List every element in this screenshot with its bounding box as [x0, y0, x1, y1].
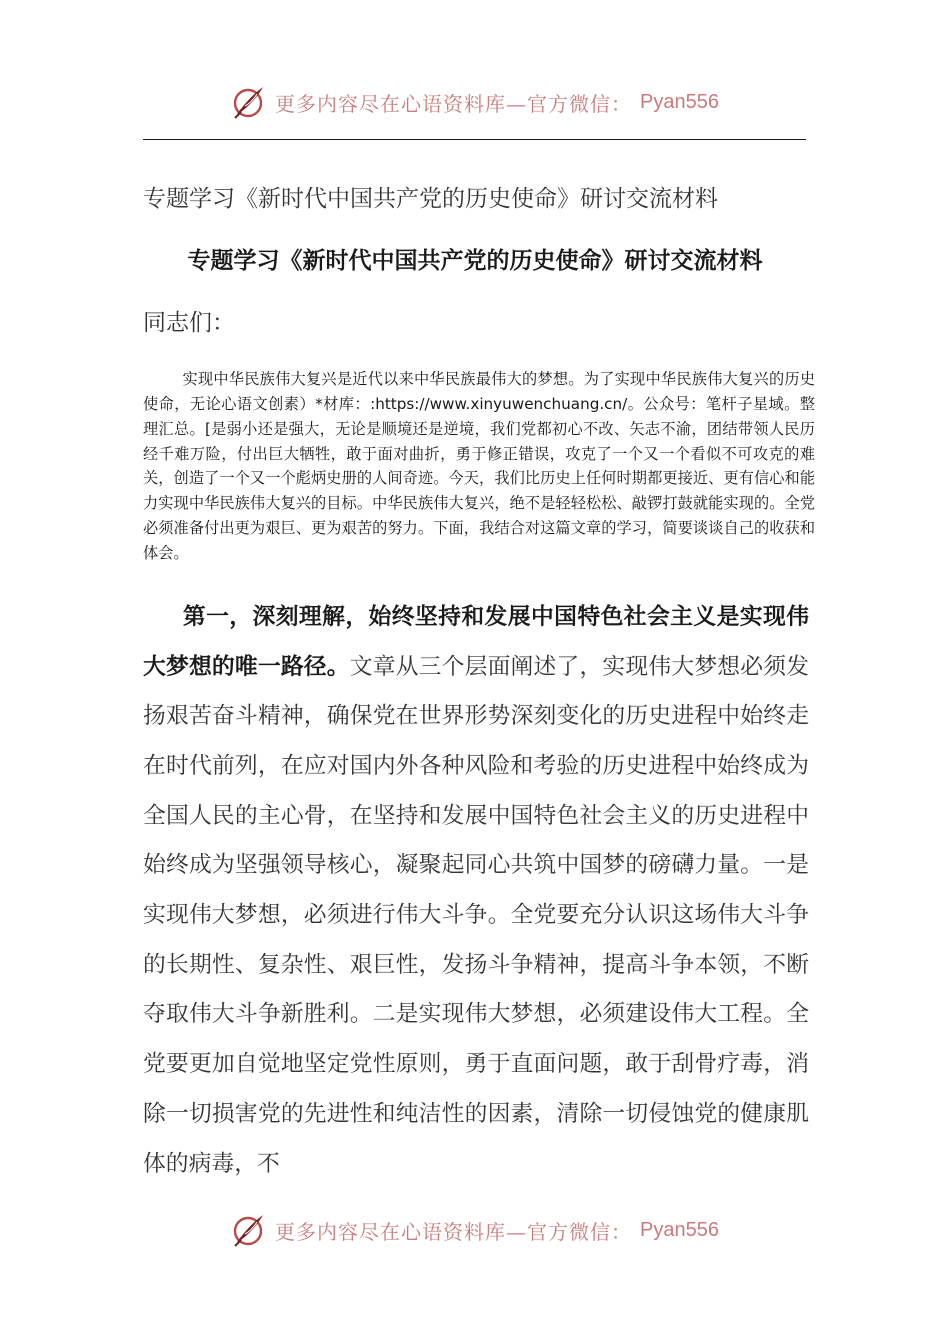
- header-banner: [0, 82, 950, 122]
- banner-text: 更多内容尽在心语资料库—官方微信：: [275, 1219, 633, 1244]
- greeting: 同志们：: [143, 310, 235, 336]
- wechat-id: Pyan556: [640, 1218, 719, 1241]
- intro-paragraph: 实现中华民族伟大复兴是近代以来中华民族最伟大的梦想。为了实现中华民族伟大复兴的历史使命，无论心语文创素）*材库：:https://www.xinyuwenchuang.cn/。公众号：笔杆子星域。整理汇总。[是弱小还是强大，无论是顺境还是逆境，我们党都初心不改、矢志不渝，团结带领人民历经千难万险，付出巨大牺牲，敢于面对曲折，勇于修正错误，攻克了一个又一个看似不可攻克的难关，创造了一个又一个彪炳史册的人间奇迹。今天，我们比历史上任何时期都更接近、更有信心和能力实现中华民族伟大复兴的目标。中华民族伟大复兴，绝不是轻轻松松、敲锣打鼓就能实现的。全党必须准备付出更为艰巨、更为艰苦的努力。下面，我结合对这篇文章的学习，简要谈谈自己的收获和体会。: [143, 370, 815, 562]
- banner-text: 更多内容尽在心语资料库—官方微信：: [275, 91, 633, 116]
- section-paragraph: [143, 593, 809, 1189]
- quill-pen-logo-icon: [231, 1212, 267, 1248]
- document-title: 专题学习《新时代中国共产党的历史使命》研讨交流材料: [143, 186, 718, 212]
- wechat-id: Pyan556: [640, 90, 719, 113]
- quill-pen-logo-icon: [231, 84, 267, 120]
- page-heading: 专题学习《新时代中国共产党的历史使命》研讨交流材料: [187, 248, 763, 274]
- section-body: 文章从三个层面阐述了，实现伟大梦想必须发扬艰苦奋斗精神，确保党在世界形势深刻变化的历史进程中始终走在时代前列，在应对国内外各种风险和考验的历史进程中始终成为全国人民的主心骨，在坚持和发展中国特色社会主义的历史进程中始终成为坚强领导核心，凝聚起同心共筑中国梦的磅礴力量。一是实现伟大梦想，必须进行伟大斗争。全党要充分认识这场伟大斗争的长期性、复杂性、艰巨性，发扬斗争精神，提高斗争本领，不断夺取伟大斗争新胜利。二是实现伟大梦想，必须建设伟大工程。全党要更加自觉地坚定党性原则，勇于直面问题，敢于刮骨疗毒，消除一切损害党的先进性和纯洁性的因素，清除一切侵蚀党的健康肌体的病毒，不: [143, 653, 810, 1177]
- header-divider: [143, 139, 806, 140]
- section-lead: 第一，深刻理解，始终坚持和发展中国特色社会主义是实现伟大梦想的唯一路径。: [143, 603, 809, 680]
- footer-banner: [0, 1210, 950, 1250]
